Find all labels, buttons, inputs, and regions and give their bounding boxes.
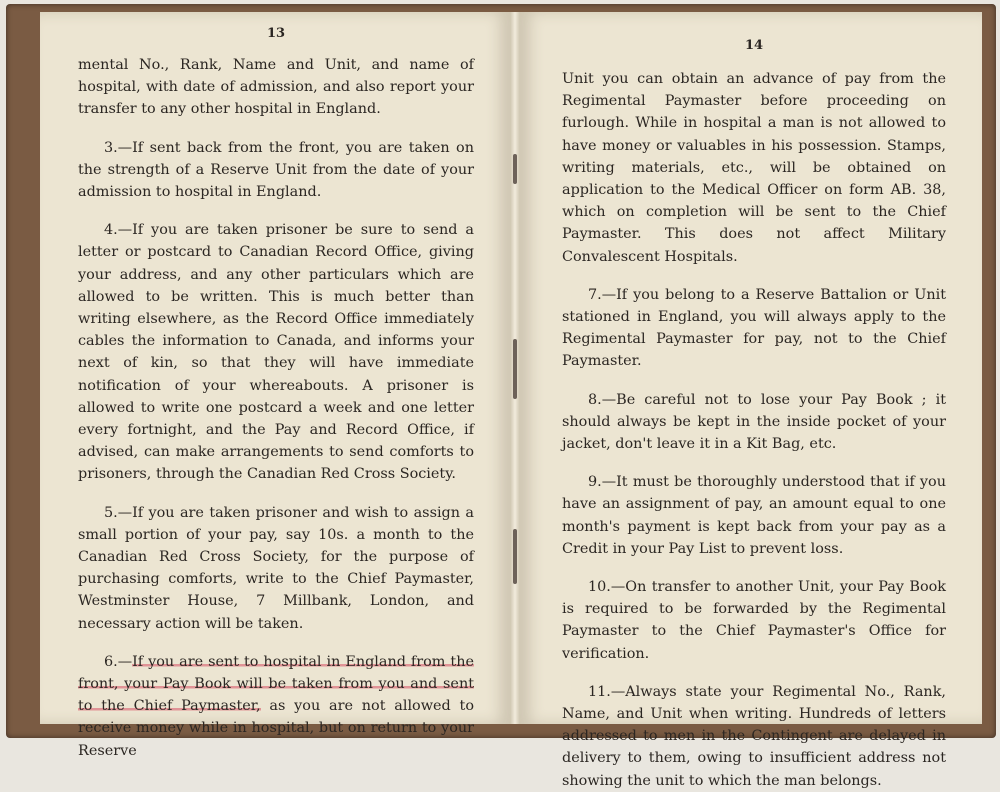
- paragraph-6: [78, 651, 474, 762]
- left-page: [40, 12, 510, 759]
- left-page-text: [78, 54, 474, 762]
- paragraph-6-number: 6.—: [104, 653, 133, 670]
- paragraph-5: 5.—If you are taken prisoner and wish to assign a small portion of your pay, say 10s. a month to the Canadian Red Cross Society, for the purpose of purchasing comforts, write to the Chief Paymaster, Westminster House, 7 Millbank, London, and necessary action will be taken.: [78, 504, 474, 632]
- paragraph-continuation: mental No., Rank, Name and Unit, and name of hospital, with date of admission, and also report your transfer to any other hospital in England.: [78, 57, 474, 118]
- paragraph-9: 9.—It must be thoroughly understood that if you have an assignment of pay, an amount equal to one month's payment is kept back from your pay as a Credit in your Pay List to prevent loss.: [562, 474, 946, 557]
- staple-icon: [513, 529, 517, 584]
- underlined-passage: If you are sent to hospital in England from the front, your Pay Book will be taken from you and sent to the Chief Paymaster,: [78, 653, 474, 715]
- paragraph-11: 11.—Always state your Regimental No., Rank, Name, and Unit when writing. Hundreds of letters addressed to men in the Contingent are delayed in delivery to them, owing to insufficient address not showing the unit to which the man belongs.: [562, 683, 946, 789]
- right-page-text: [562, 68, 946, 792]
- staple-icon: [513, 339, 517, 399]
- paragraph-continuation: Unit you can obtain an advance of pay from the Regimental Paymaster before proceeding on furlough. While in hospital a man is not allowed to have money or valuables in his possession. Stamps, writing materials, etc., will be obtained on application to the Medical Officer on form AB. 38, which on completion will be sent to the Chief Paymaster. This does not affect Military Convalescent Hospitals.: [562, 71, 946, 265]
- pay-book: [6, 4, 996, 789]
- page-number-left: 13: [266, 26, 286, 41]
- staple-icon: [513, 154, 517, 184]
- paragraph-10: 10.—On transfer to another Unit, your Pay Book is required to be forwarded by the Regimental Paymaster to the Chief Paymaster's Office for verification.: [562, 579, 946, 662]
- paragraph-3: 3.—If sent back from the front, you are taken on the strength of a Reserve Unit from the date of your admission to hospital in England.: [78, 139, 474, 201]
- paragraph-4: 4.—If you are taken prisoner be sure to send a letter or postcard to Canadian Record Office, giving your address, and any other particulars which are allowed to be written. This is much better than writing elsewhere, as the Record Office immediately cables the information to Canada, and informs your next of kin, so that they will have immediate notification of your whereabouts. A prisoner is allowed to write one postcard a week and one letter every fortnight, and the Pay and Record Office, if advised, can make arrangements to send comforts to prisoners, through the Canadian Red Cross Society.: [78, 222, 474, 483]
- paragraph-6-rest: as you are not allowed to receive money while in hospital, but on return to your Reserve: [78, 698, 474, 759]
- page-number-right: 14: [744, 38, 764, 53]
- paragraph-8: 8.—Be careful not to lose your Pay Book ; it should always be kept in the inside pocket of your jacket, don't leave it in a Kit Bag, etc.: [562, 391, 946, 453]
- right-page: [520, 12, 982, 789]
- paragraph-7: 7.—If you belong to a Reserve Battalion or Unit stationed in England, you will always apply to the Regimental Paymaster for pay, not to the Chief Paymaster.: [562, 286, 946, 370]
